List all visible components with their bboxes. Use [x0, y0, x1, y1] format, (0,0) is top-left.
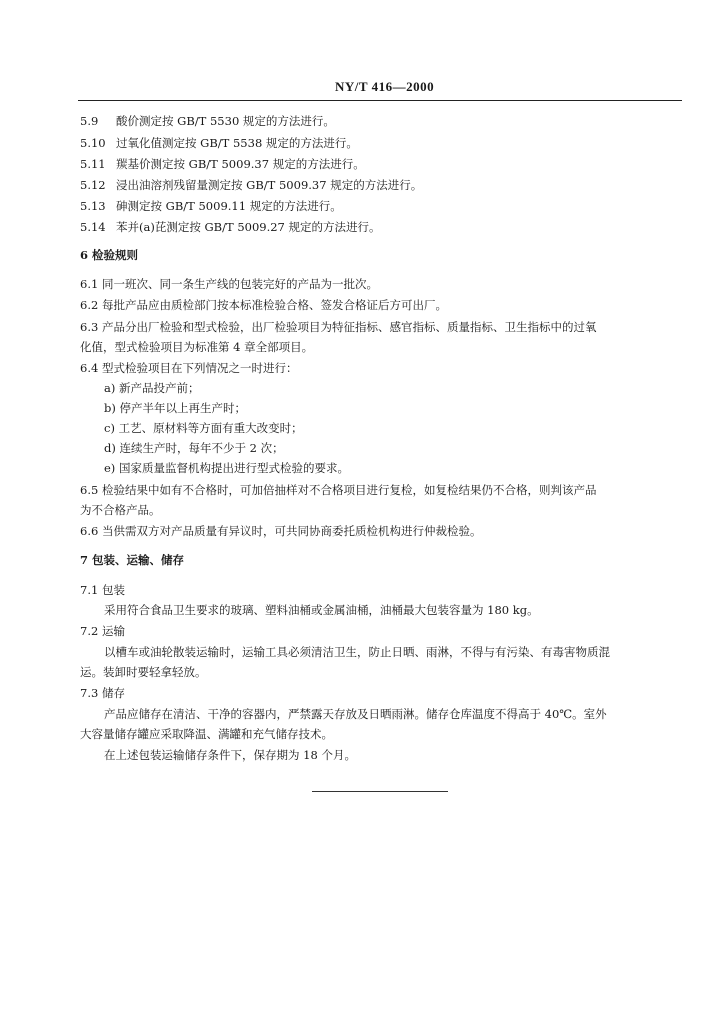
clause-6-3-line1: 6.3 产品分出厂检验和型式检验，出厂检验项目为特征指标、感官指标、质量指标、卫生指标中的过氧	[80, 320, 597, 334]
section-7-heading: 7 包装、运输、储存	[80, 553, 185, 567]
clause-6-3-line2: 化值，型式检验项目为标准第 4 章全部项目。	[80, 340, 314, 354]
clause-7-1: 7.1 包装	[80, 583, 125, 597]
end-rule	[312, 791, 448, 792]
clause-7-3-line3: 在上述包装运输储存条件下，保存期为 18 个月。	[104, 748, 356, 762]
clause-5-14: 5.14 苯并(a)芘测定按 GB/T 5009.27 规定的方法进行。	[80, 220, 381, 234]
clause-6-6: 6.6 当供需双方对产品质量有异议时，可共同协商委托质检机构进行仲裁检验。	[80, 524, 482, 538]
list-item-b: b) 停产半年以上再生产时；	[104, 401, 247, 415]
clause-7-3-line2: 大容量储存罐应采取降温、满罐和充气储存技术。	[80, 727, 333, 741]
clause-7-3-line1: 产品应储存在清洁、干净的容器内，严禁露天存放及日晒雨淋。储存仓库温度不得高于 40℃。室外	[104, 707, 607, 721]
clause-6-4: 6.4 型式检验项目在下列情况之一时进行：	[80, 361, 298, 375]
clause-5-10: 5.10 过氧化值测定按 GB/T 5538 规定的方法进行。	[80, 136, 358, 150]
clause-5-12: 5.12 浸出油溶剂残留量测定按 GB/T 5009.37 规定的方法进行。	[80, 178, 423, 192]
list-item-d: d) 连续生产时，每年不少于 2 次；	[104, 441, 284, 455]
clause-7-2-line1: 以槽车或油轮散装运输时，运输工具必须清洁卫生，防止日晒、雨淋，不得与有污染、有毒害物质混	[104, 645, 610, 659]
clause-7-3: 7.3 储存	[80, 686, 125, 700]
list-item-a: a) 新产品投产前；	[104, 381, 200, 395]
clause-7-2-line2: 运。装卸时要轻拿轻放。	[80, 665, 207, 679]
clause-6-1: 6.1 同一班次、同一条生产线的包装完好的产品为一批次。	[80, 277, 378, 291]
clause-7-1-text: 采用符合食品卫生要求的玻璃、塑料油桶或金属油桶，油桶最大包装容量为 180 kg。	[104, 603, 539, 617]
page-header-code: NY/T 416—2000	[335, 79, 435, 94]
clause-5-11: 5.11 羰基价测定按 GB/T 5009.37 规定的方法进行。	[80, 157, 365, 171]
clause-6-5-line1: 6.5 检验结果中如有不合格时，可加倍抽样对不合格项目进行复检，如复检结果仍不合格，则判该产品	[80, 483, 597, 497]
clause-5-13: 5.13 砷测定按 GB/T 5009.11 规定的方法进行。	[80, 199, 342, 213]
clause-6-5-line2: 为不合格产品。	[80, 503, 161, 517]
list-item-c: c) 工艺、原材料等方面有重大改变时；	[104, 421, 303, 435]
clause-7-2: 7.2 运输	[80, 624, 125, 638]
clause-6-2: 6.2 每批产品应由质检部门按本标准检验合格、签发合格证后方可出厂。	[80, 298, 447, 312]
header-rule	[78, 100, 682, 101]
clause-5-9: 5.9 酸价测定按 GB/T 5530 规定的方法进行。	[80, 114, 335, 128]
list-item-e: e) 国家质量监督机构提出进行型式检验的要求。	[104, 461, 349, 475]
section-6-heading: 6 检验规则	[80, 248, 139, 262]
